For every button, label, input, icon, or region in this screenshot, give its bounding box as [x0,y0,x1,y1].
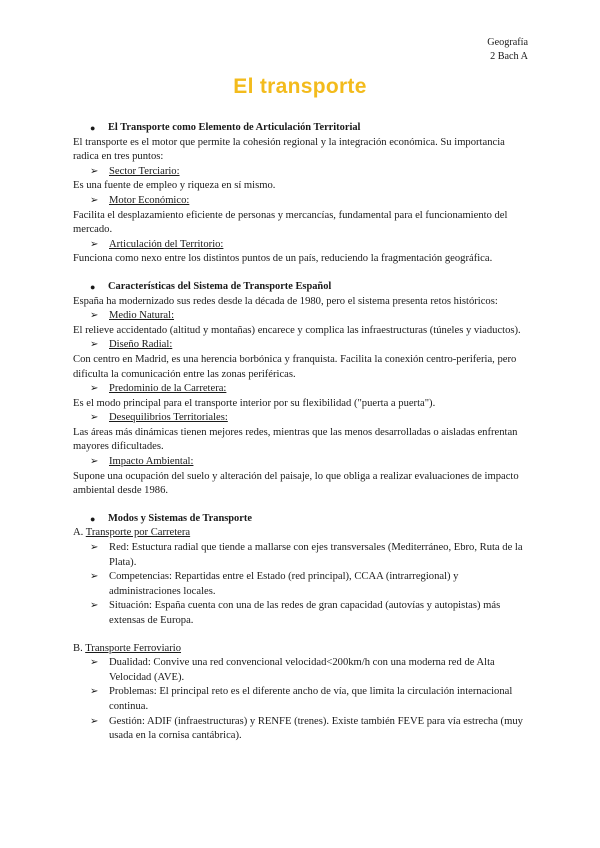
subsection-text: Las áreas más dinámicas tienen mejores redes, mientras que las menos desarrolladas o aisladas enfrentan mayores dificultades. [73,426,518,453]
subsection-label: ➢ Predominio de la Carretera: [73,382,529,397]
arrow-icon: ➢ [90,600,99,612]
subsection-label: ➢ Diseño Radial: [73,338,529,353]
section-intro: España ha modernizado sus redes desde la década de 1980, pero el sistema presenta retos históricos: [73,295,498,307]
arrow-icon: ➢ [90,542,99,554]
subsection-text: Es el modo principal para el transporte interior por su flexibilidad ("puerta a puerta"). [73,397,436,409]
header-course: 2 Bach A [490,51,528,62]
group-heading: A. Transporte por Carretera [73,527,191,539]
arrow-icon: ➢ [90,571,99,583]
section-heading: ● Características del Sistema de Transporte Español [73,280,529,295]
list-item: ➢ Situación: España cuenta con una de las redes de gran capacidad (autovías y autopistas) más extensas de Europa. [90,600,501,626]
page-header [487,36,528,64]
subsection-label: ➢ Motor Económico: [73,194,529,209]
subsection-label: ➢ Medio Natural: [73,309,529,324]
list-item: ➢ Gestión: ADIF (infraestructuras) y RENFE (trenes). Existe también FEVE para vía estrecha (muy usada en la cornisa cantábrica). [90,715,523,742]
list-item: ➢ Problemas: El principal reto es el diferente ancho de vía, que limita la circulación internacional continua. [90,686,513,712]
subsection-text: Supone una ocupación del suelo y alteración del paisaje, lo que obliga a realizar evaluaciones de impacto ambiental desde 1986. [73,470,519,497]
arrow-icon: ➢ [90,657,99,669]
subsection-text: Funciona como nexo entre los distintos puntos de un país, reduciendo la fragmentación geográfica. [73,253,493,265]
section-intro: El transporte es el motor que permite la cohesión regional y la integración económica. Su importancia radica en tres puntos: [73,136,505,163]
subsection-label: ➢ Sector Terciario: [73,165,529,180]
subsection-text: El relieve accidentado (altitud y montañas) encarece y complica las infraestructuras (túneles y viaductos). [73,324,521,336]
subsection-text: Es una fuente de empleo y riqueza en sí mismo. [73,180,276,192]
bullet-icon: ● [90,513,96,524]
arrow-icon: ➢ [90,715,99,727]
arrow-icon: ➢ [90,686,99,698]
arrow-icon: ➢ [90,238,99,250]
arrow-icon: ➢ [90,194,99,206]
arrow-icon: ➢ [90,383,99,395]
arrow-icon: ➢ [90,165,99,177]
section-heading: ● El Transporte como Elemento de Articulación Territorial [73,121,529,136]
document-title: El transporte [233,75,367,98]
subsection-text: Facilita el desplazamiento eficiente de personas y mercancías, fundamental para el funcionamiento del mercado. [73,209,508,236]
bullet-icon: ● [90,281,96,292]
bullet-icon: ● [90,123,96,133]
subsection-label: ➢ Impacto Ambiental: [73,455,529,470]
section-heading: ● Modos y Sistemas de Transporte [73,512,529,527]
list-item: ➢ Competencias: Repartidas entre el Estado (red principal), CCAA (intrarregional) y administraciones locales. [90,571,459,597]
arrow-icon: ➢ [90,412,99,424]
document-body [73,121,529,744]
subsection-label: ➢ Desequilibrios Territoriales: [73,411,529,426]
subsection-label: ➢ Articulación del Territorio: [73,238,529,253]
group-heading: B. Transporte Ferroviario [73,642,182,654]
list-item: ➢ Red: Estuctura radial que tiende a mallarse con ejes transversales (Mediterráneo, Ebro, Ruta de la Plata). [90,542,523,568]
list-item: ➢ Dualidad: Convive una red convencional velocidad<200km/h con una moderna red de Alta Velocidad (AVE). [90,657,495,683]
header-subject: Geografía [487,37,528,48]
subsection-text: Con centro en Madrid, es una herencia borbónica y franquista. Facilita la conexión centro-periferia, pero dificulta la comunicación entre las zonas periféricas. [73,353,517,380]
arrow-icon: ➢ [90,339,99,351]
arrow-icon: ➢ [90,456,99,468]
arrow-icon: ➢ [90,310,99,322]
